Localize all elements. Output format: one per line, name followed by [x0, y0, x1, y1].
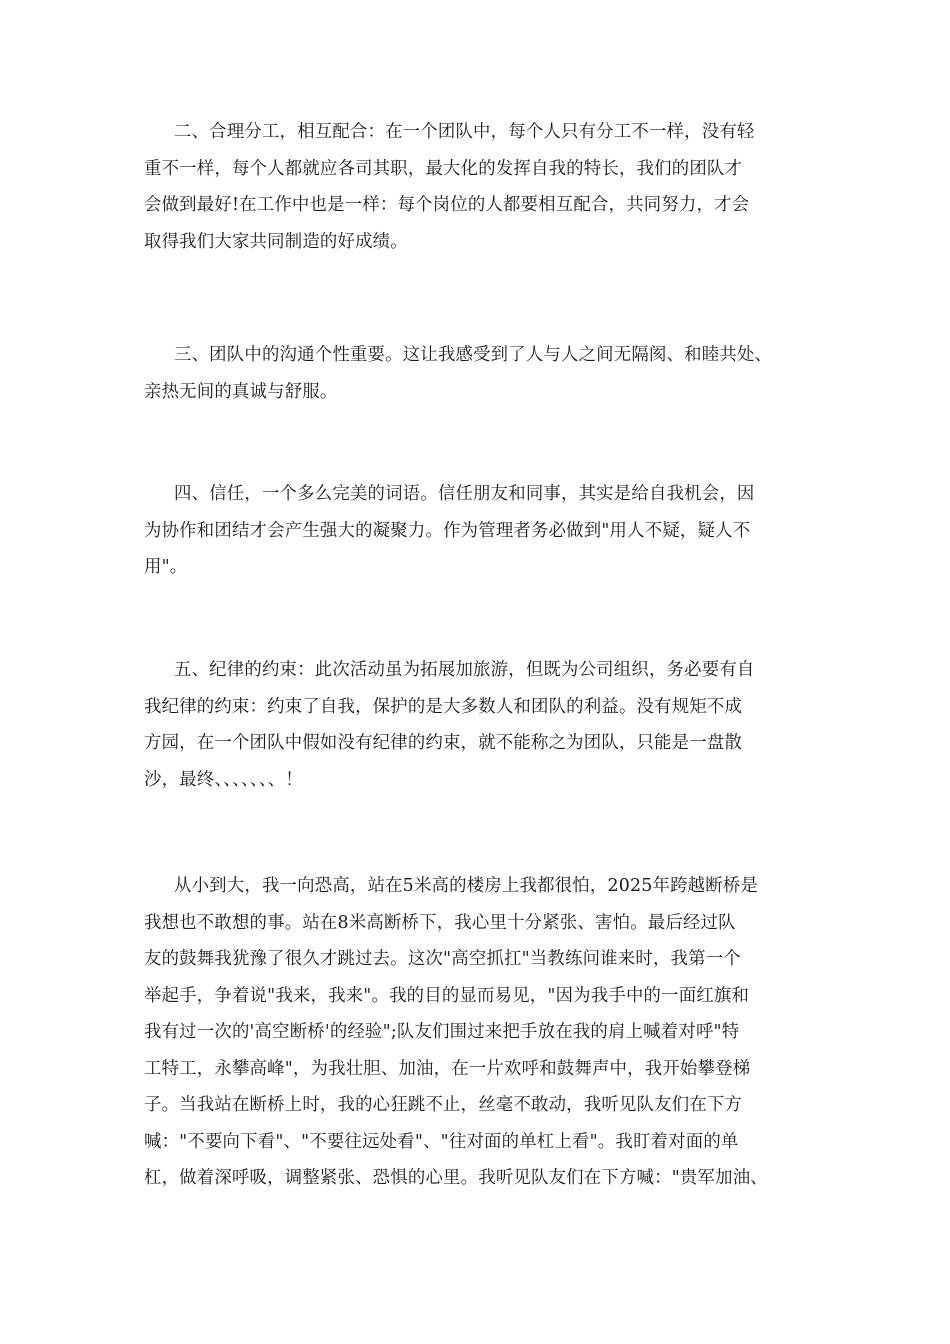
- paragraph-discipline: [144, 652, 824, 798]
- text-line: 二、合理分工，相互配合：在一个团队中，每个人只有分工不一样，没有轻: [174, 122, 755, 142]
- text-line: 亲热无间的真诚与舒服。: [144, 381, 338, 402]
- paragraph-communication: [144, 337, 824, 410]
- text-line: 用"。: [144, 557, 188, 577]
- text-line: 我有过一次的'高空断桥'的经验";队友们围过来把手放在我的肩上喊着对呼"特: [144, 1022, 740, 1042]
- text-line: 杠，做着深呼吸，调整紧张、恐惧的心里。我听见队友们在下方喊："贵军加油、: [144, 1168, 768, 1188]
- text-line: 工特工，永攀高峰"，为我壮胆、加油，在一片欢呼和鼓舞声中，我开始攀登梯: [144, 1058, 751, 1079]
- text-line: 从小到大，我一向恐高，站在5米高的楼房上我都很怕，2025年跨越断桥是: [174, 876, 759, 896]
- text-line: 友的鼓舞我犹豫了很久才跳过去。这次"高空抓扛"当教练问谁来时，我第一个: [144, 949, 741, 969]
- text-line: 沙，最终、、、、、、、！: [144, 769, 303, 790]
- paragraph-division-of-labor: [144, 114, 824, 260]
- text-line: 会做到最好!在工作中也是一样：每个岗位的人都要相互配合，共同努力，才会: [144, 195, 750, 215]
- text-line: 方园，在一个团队中假如没有纪律的约束，就不能称之为团队，只能是一盘散: [144, 733, 743, 753]
- text-line: 喊："不要向下看"、"不要往远处看"、"往对面的单杠上看"。我盯着对面的单: [144, 1131, 739, 1152]
- paragraph-trust: [144, 476, 824, 586]
- text-line: 我想也不敢想的事。站在8米高断桥下，我心里十分紧张、害怕。最后经过队: [144, 912, 736, 933]
- text-line: 取得我们大家共同制造的好成绩。: [144, 231, 408, 252]
- text-line: 四、信任，一个多么完美的词语。信任朋友和同事，其实是给自我机会，因: [174, 484, 755, 504]
- text-line: 为协作和团结才会产生强大的凝聚力。作为管理者务必做到"用人不疑，疑人不: [144, 520, 751, 541]
- text-line: 我纪律的约束：约束了自我，保护的是大多数人和团队的利益。没有规矩不成: [144, 696, 743, 717]
- text-line: 三、团队中的沟通个性重要。这让我感受到了人与人之间无隔阂、和睦共处、: [174, 345, 773, 365]
- text-line: 重不一样，每个人都就应各司其职，最大化的发挥自我的特长，我们的团队才: [144, 158, 743, 179]
- text-line: 五、纪律的约束：此次活动虽为拓展加旅游，但既为公司组织，务必要有自: [174, 660, 755, 680]
- text-line: 子。当我站在断桥上时，我的心狂跳不止，丝毫不敢动，我听见队友们在下方: [144, 1095, 743, 1115]
- text-line: 举起手，争着说"我来，我来"。我的目的显而易见，"因为我手中的一面红旗和: [144, 985, 750, 1006]
- paragraph-personal-story: [144, 868, 824, 1197]
